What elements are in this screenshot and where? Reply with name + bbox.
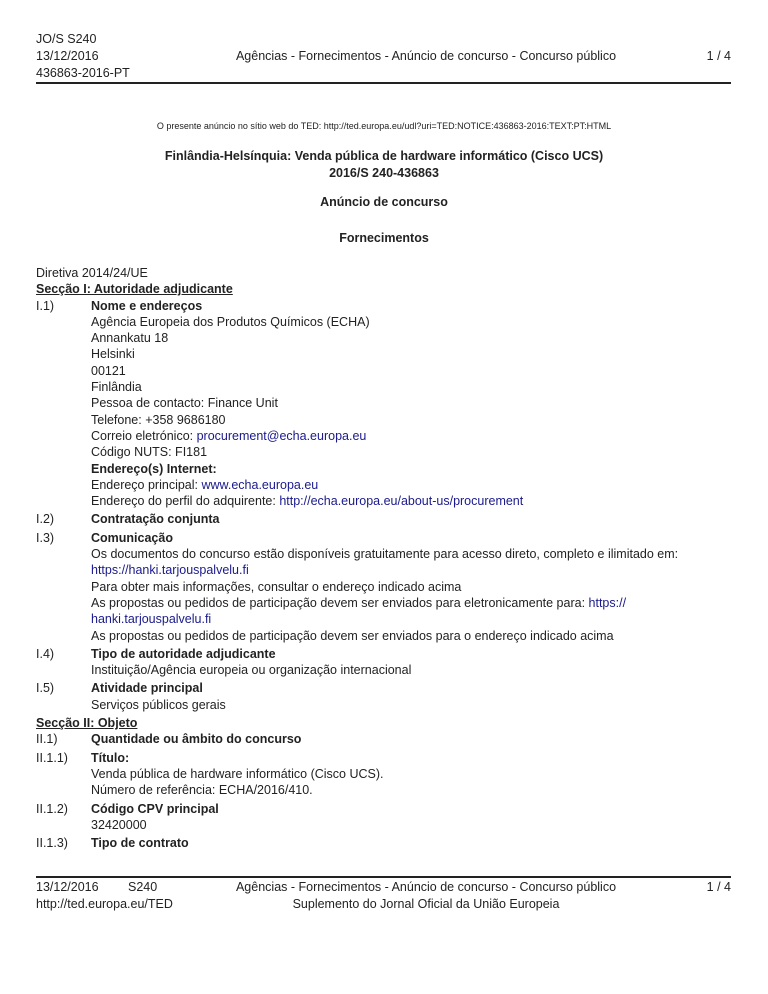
ted-notice-url[interactable]: http://ted.europa.eu/udl?uri=TED:NOTICE:436863-2016:TEXT:PT:HTML: [323, 121, 612, 131]
buyer-profile-link[interactable]: http://echa.europa.eu/about-us/procurement: [279, 494, 524, 509]
document-body: [36, 265, 736, 851]
item-i1: I.1) Nome e endereços Agência Europeia dos Produtos Químicos (ECHA) Annankatu 18 Helsinki 00121 Finlândia Pessoa de contacto: Finance Unit Telefone: +358 9686180 Correio eletrónico: procurement@echa.europa.eu Código NUTS: FI181 Endereço(s) Internet: Endereço principal: www.echa.europa.eu Endereço do perfil do adquirente: http://echa.europa.eu/about-us/procurement: [36, 298, 736, 510]
footer-url[interactable]: http://ted.europa.eu/TED: [36, 897, 173, 911]
section-2-title: Secção II: Objeto: [36, 716, 138, 731]
item-i2: I.2) Contratação conjunta: [36, 512, 220, 527]
notice-type: Anúncio de concurso: [320, 195, 448, 209]
footer-series: S240: [128, 880, 158, 894]
directive: Diretiva 2014/24/UE: [36, 266, 148, 280]
item-i5: I.5) Atividade principal Serviços públicos gerais: [36, 681, 226, 712]
item-ii1: II.1) Quantidade ou âmbito do concurso: [36, 732, 302, 747]
submission-link[interactable]: https://: [588, 595, 627, 610]
header-page-number: 1 / 4: [706, 49, 731, 63]
docs-link[interactable]: https://hanki.tarjouspalvelu.fi: [91, 563, 249, 578]
page-header: [36, 31, 731, 82]
item-ii12: II.1.2) Código CPV principal 32420000: [36, 801, 219, 832]
section-1-title: Secção I: Autoridade adjudicante: [36, 282, 233, 297]
footer-publication: Suplemento do Jornal Oficial da União Europeia: [292, 897, 560, 911]
main-website-link[interactable]: www.echa.europa.eu: [201, 477, 319, 492]
contract-type: Fornecimentos: [339, 231, 429, 245]
notice-title: Finlândia-Helsínquia: Venda pública de hardware informático (Cisco UCS) 2016/S 240-436863: [0, 148, 768, 182]
footer-category: Agências - Fornecimentos - Anúncio de concurso - Concurso público: [235, 880, 617, 894]
email-link[interactable]: procurement@echa.europa.eu: [196, 428, 367, 443]
item-ii11: II.1.1) Título: Venda pública de hardware informático (Cisco UCS). Número de referência: ECHA/2016/410.: [36, 750, 384, 798]
submission-link-cont[interactable]: hanki.tarjouspalvelu.fi: [91, 612, 212, 627]
notice-id: 436863-2016-PT: [36, 66, 130, 80]
organisation-name: Agência Europeia dos Produtos Químicos (ECHA): [91, 314, 370, 329]
footer-date: 13/12/2016: [36, 880, 99, 894]
header-category: Agências - Fornecimentos - Anúncio de concurso - Concurso público: [235, 49, 617, 63]
ted-notice-line: O presente anúncio no sítio web do TED: http://ted.europa.eu/udl?uri=TED:NOTICE:436863-2016:TEXT:PT:HTML: [156, 121, 612, 131]
header-date: 13/12/2016: [36, 49, 99, 63]
item-i4: I.4) Tipo de autoridade adjudicante Instituição/Agência europeia ou organização internacional: [36, 646, 412, 678]
journal-ref: JO/S S240: [36, 32, 97, 46]
item-ii13: II.1.3) Tipo de contrato: [36, 836, 189, 851]
footer-divider: [36, 876, 731, 878]
notice-reference: 2016/S 240-436863: [329, 166, 439, 180]
header-divider: [36, 82, 731, 84]
item-i3: I.3) Comunicação Os documentos do concurso estão disponíveis gratuitamente para acesso direto, completo e ilimitado em: https://hanki.tarjouspalvelu.fi Para obter mais informações, consultar o endereço indicado acima As propostas ou pedidos de participação devem ser enviados para eletronicamente para: https:// hanki.tarjouspalvelu.fi As propostas ou pedidos de participação devem ser enviados para o endereço indicado acima: [36, 530, 679, 643]
footer-page-number: 1 / 4: [706, 880, 731, 894]
